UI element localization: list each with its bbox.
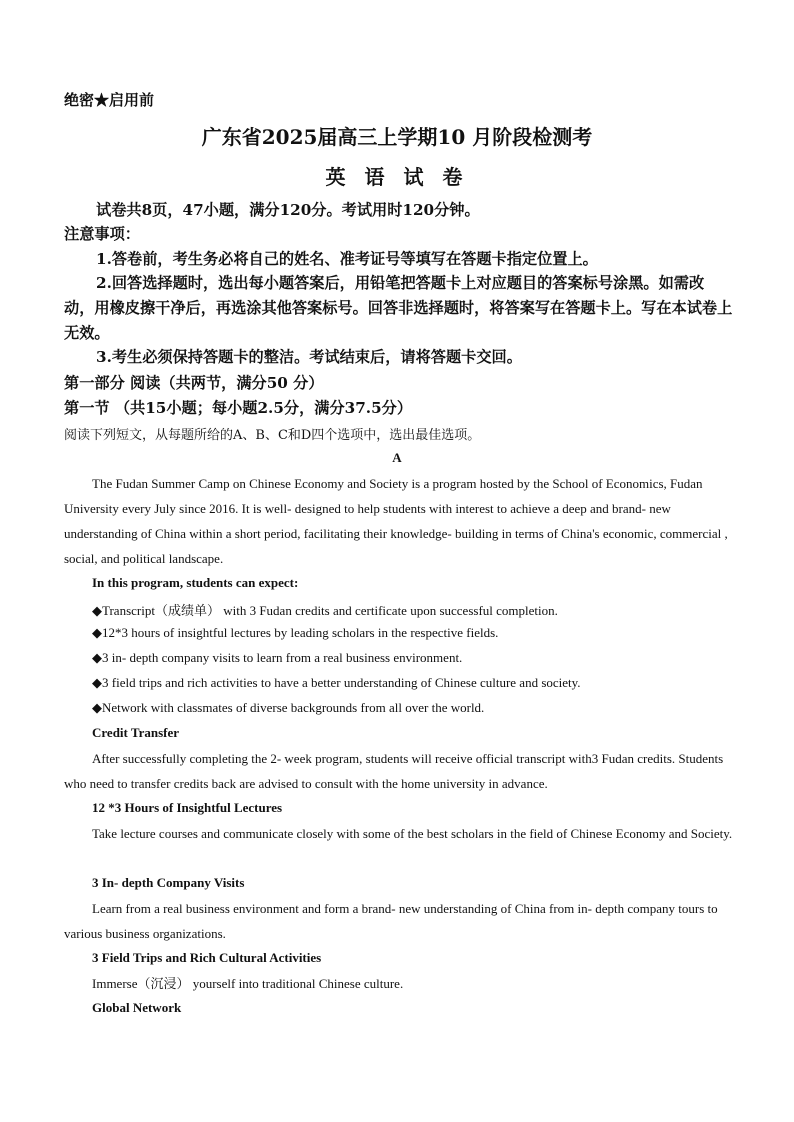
section-heading: 第一节 （共15小题；每小题2.5分，满分37.5分） bbox=[64, 399, 413, 417]
notice-item: 1.答卷前，考生务必将自己的姓名、准考证号等填写在答题卡指定位置上。 bbox=[96, 250, 598, 268]
passage-intro: The Fudan Summer Camp on Chinese Economy and Society is a program hosted by the School of Economics, Fudan University every July since 2016. It is well- designed to help students with interest to achieve a deep and brand- new understanding of China within a short period, facilitating their knowledge- building in terms of China's economic, commercial , social, and political landscape. bbox=[64, 476, 728, 566]
section-heading: 12 *3 Hours of Insightful Lectures bbox=[92, 800, 283, 815]
section-heading: Global Network bbox=[92, 1000, 182, 1015]
bullet-item: ◆Transcript（成绩单） with 3 Fudan credits and certificate upon successful completion. bbox=[92, 603, 558, 618]
confidential-label: 绝密★启用前 bbox=[64, 91, 155, 109]
section-text: Take lecture courses and communicate closely with some of the best scholars in the field of Chinese Economy and Society. bbox=[92, 826, 733, 841]
part-heading: 第一部分 阅读（共两节，满分50 分） bbox=[64, 374, 324, 392]
exam-info: 试卷共8页，47小题，满分120分。考试用时120分钟。 bbox=[96, 201, 480, 219]
section-text: Learn from a real business environment and form a brand- new understanding of China from in- depth company tours to various business organizations. bbox=[64, 901, 718, 941]
section-heading: Credit Transfer bbox=[92, 725, 180, 740]
exam-title: 广东省2025届高三上学期10 月阶段检测考 bbox=[201, 125, 593, 149]
section-text: Immerse（沉浸） yourself into traditional Chinese culture. bbox=[92, 976, 404, 991]
section-heading: 3 Field Trips and Rich Cultural Activities bbox=[92, 950, 322, 965]
directions: 阅读下列短文，从每题所给的A、B、C和D四个选项中，选出最佳选项。 bbox=[64, 428, 481, 443]
bullet-item: ◆3 field trips and rich activities to have a better understanding of Chinese culture and society. bbox=[92, 675, 581, 690]
notice-item: 3.考生必须保持答题卡的整洁。考试结束后，请将答题卡交回。 bbox=[96, 348, 522, 366]
expect-heading: In this program, students can expect: bbox=[92, 575, 299, 590]
exam-subtitle: 英 语 试 卷 bbox=[325, 165, 469, 189]
bullet-item: ◆3 in- depth company visits to learn from a real business environment. bbox=[92, 650, 463, 665]
section-text: After successfully completing the 2- week program, students will receive official transcript with3 Fudan credits. Students who need to transfer credits back are advised to consult with the home university in advance. bbox=[64, 751, 724, 791]
notice-heading: 注意事项： bbox=[64, 225, 140, 243]
bullet-item: ◆Network with classmates of diverse backgrounds from all over the world. bbox=[92, 700, 485, 715]
notice-item: 2.回答选择题时，选出每小题答案后，用铅笔把答题卡上对应题目的答案标号涂黑。如需改动，用橡皮擦干净后，再选涂其他答案标号。回答非选择题时，将答案写在答题卡上。写在本试卷上无效。 bbox=[64, 274, 733, 342]
section-heading: 3 In- depth Company Visits bbox=[92, 875, 245, 890]
passage-letter: A bbox=[392, 450, 402, 465]
bullet-item: ◆12*3 hours of insightful lectures by leading scholars in the respective fields. bbox=[92, 625, 499, 640]
